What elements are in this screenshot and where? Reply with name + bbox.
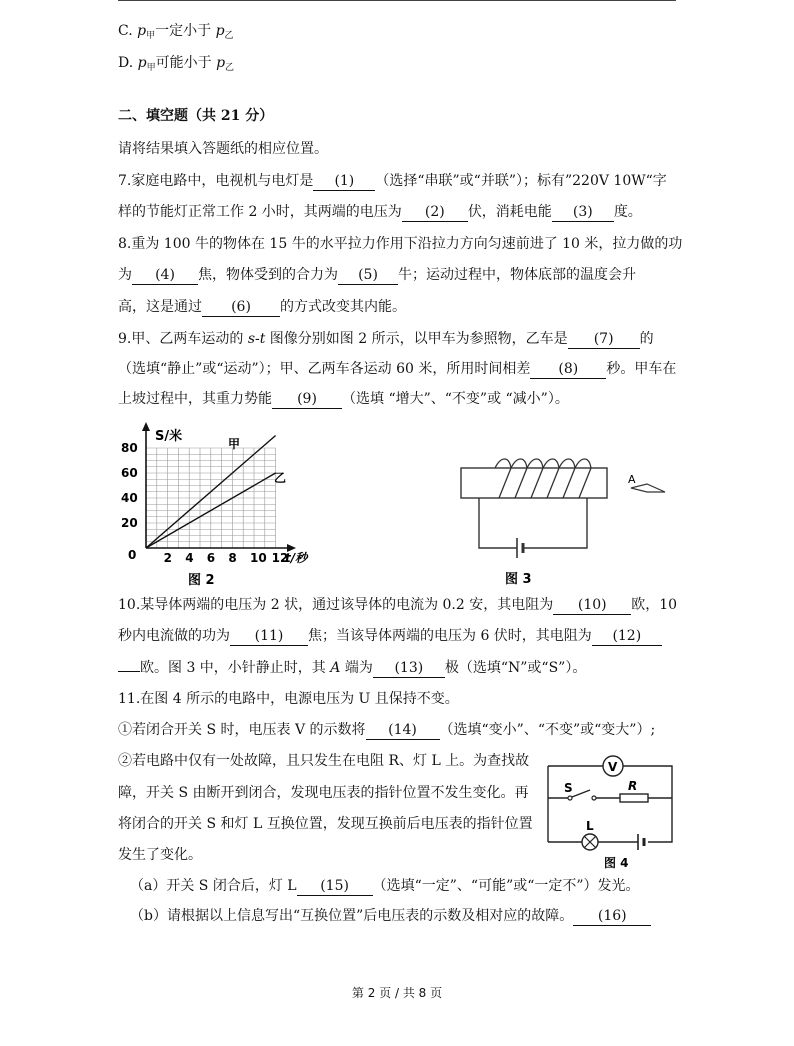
q11-line1: 11.在图 4 所示的电路中，电源电压为 U 且保持不变。 bbox=[118, 691, 459, 707]
q10-line1: 10.某导体两端的电压为 2 状，通过该导体的电流为 0.2 安，其电阻为 (10) 欧，10 bbox=[118, 597, 678, 613]
blank-16[interactable]: (16) bbox=[573, 907, 651, 926]
q8-line2: 为 (4) 焦，物体受到的合力为 (5) 牛；运动过程中，物体底部的温度会升 bbox=[118, 267, 636, 283]
figure-3-solenoid bbox=[455, 450, 680, 590]
blank-12[interactable]: (12) bbox=[592, 627, 662, 646]
blank-11[interactable]: (11) bbox=[230, 627, 308, 646]
q11-sub2-line1: ②若电路中仅有一处故障，且只发生在电阻 R、灯 L 上。为查找故 bbox=[118, 753, 530, 769]
x-tick-label: 2 bbox=[163, 551, 172, 565]
chart-grid bbox=[146, 448, 276, 548]
q7-line1: 7.家庭电路中，电视机与电灯是 (1) （选择“串联”或“并联”）；标有”220V 10W“字 bbox=[118, 173, 667, 189]
blank-10[interactable]: (10) bbox=[553, 596, 631, 615]
x-tick-label: 12 bbox=[271, 551, 289, 565]
top-rule bbox=[118, 0, 676, 1]
blank-6[interactable]: (6) bbox=[202, 298, 280, 317]
q11-part-b: （b）请根据以上信息写出“互换位置”后电压表的示数及相对应的故障。 (16) bbox=[130, 907, 651, 926]
wire-right bbox=[523, 498, 587, 548]
resistor-label: R bbox=[628, 779, 638, 793]
section-instruction: 请将结果填入答题纸的相应位置。 bbox=[118, 141, 328, 157]
switch-contact-right bbox=[592, 796, 596, 800]
q7-line2: 样的节能灯正常工作 2 小时，其两端的电压为 (2) 伏，消耗电能 (3) 度。 bbox=[118, 204, 642, 220]
voltmeter-label: V bbox=[608, 760, 618, 774]
q9-line1: 9.甲、乙两车运动的 s-t 图像分别如图 2 所示，以甲车为参照物，乙车是 (7) 的 bbox=[118, 331, 654, 347]
x-axis-label: t/秒 bbox=[285, 551, 308, 565]
blank-2[interactable]: (2) bbox=[402, 203, 468, 222]
q11-sub2-line3: 将闭合的开关 S 和灯 L 互换位置，发现互换前后电压表的指针位置 bbox=[118, 816, 533, 832]
option-d: D. $p_甲$可能小于 $p_乙$ bbox=[118, 55, 235, 73]
x-tick-label: 6 bbox=[206, 551, 216, 565]
figure-2-caption: 图 2 bbox=[188, 573, 215, 588]
line-label-jia: 甲 bbox=[228, 437, 241, 451]
q11-sub2-line4: 发生了变化。 bbox=[118, 847, 202, 863]
blank-9[interactable]: (9) bbox=[272, 390, 342, 409]
figure-2-st-chart bbox=[118, 418, 328, 588]
blank-7[interactable]: (7) bbox=[568, 330, 640, 349]
y-axis-label: S/米 bbox=[155, 429, 183, 444]
compass-needle bbox=[631, 484, 665, 492]
blank-8[interactable]: (8) bbox=[530, 360, 606, 379]
x-tick-label: 8 bbox=[228, 551, 237, 565]
switch-lever bbox=[572, 790, 590, 797]
blank-14[interactable]: (14) bbox=[366, 721, 440, 740]
wire-right bbox=[623, 766, 672, 842]
needle-label-a: A bbox=[628, 473, 636, 486]
q8-line3: 高，这是通过 (6) 的方式改变其内能。 bbox=[118, 299, 406, 315]
q8-line1: 8.重为 100 牛的物体在 15 牛的水平拉力作用下沿拉力方向匀速前进了 10 米，拉力做的功 bbox=[118, 236, 683, 252]
q9-line3: 上坡过程中，其重力势能 (9) （选填 “增大”、“不变”或 “减小”）。 bbox=[118, 391, 569, 407]
origin-label: 0 bbox=[128, 548, 137, 562]
q9-line2: （选填“静止”或“运动”）；甲、乙两车各运动 60 米，所用时间相差 (8) 秒。甲车在 bbox=[118, 361, 677, 377]
page-footer: 第 2 页 / 共 8 页 bbox=[351, 986, 443, 1000]
y-tick-label: 60 bbox=[121, 466, 138, 480]
solenoid-coils bbox=[495, 459, 591, 498]
figure-3-caption: 图 3 bbox=[505, 572, 532, 587]
figure-4-caption: 图 4 bbox=[604, 856, 629, 870]
y-tick-label: 40 bbox=[121, 491, 138, 505]
q10-line2: 秒内电流做的功为 (11) 焦；当该导体两端的电压为 6 伏时，其电阻为 (12) bbox=[118, 627, 662, 646]
resistor bbox=[620, 794, 648, 802]
switch-contact-left bbox=[568, 796, 572, 800]
q11-sub2-line2: 障，开关 S 由断开到闭合，发现电压表的指针位置不发生变化。再 bbox=[118, 785, 529, 801]
wire-left bbox=[479, 498, 517, 548]
x-tick-label: 4 bbox=[185, 551, 194, 565]
blank-1[interactable]: (1) bbox=[313, 172, 375, 191]
blank-3[interactable]: (3) bbox=[552, 203, 614, 222]
section-title: 二、填空题（共 21 分） bbox=[118, 108, 274, 124]
q10-line3: 欧。图 3 中，小针静止时，其 A 端为 (13) 极（选填“N”或“S”）。 bbox=[118, 659, 586, 678]
lamp-label: L bbox=[586, 819, 594, 833]
y-tick-label: 20 bbox=[121, 516, 138, 530]
y-axis-arrow bbox=[142, 422, 150, 431]
option-c: C. $p_甲$一定小于 $p_乙$ bbox=[118, 23, 234, 41]
q11-sub1: ①若闭合开关 S 时，电压表 V 的示数将 (14) （选填“变小”、“不变”或“变大”）; bbox=[118, 722, 656, 738]
blank-4[interactable]: (4) bbox=[132, 266, 198, 285]
q11-part-a: （a）开关 S 闭合后，灯 L (15) （选填“一定”、“可能”或“一定不”）发光。 bbox=[130, 878, 640, 894]
switch-label: S bbox=[564, 781, 573, 795]
x-tick-label: 10 bbox=[250, 551, 267, 565]
blank-5[interactable]: (5) bbox=[338, 266, 398, 285]
blank-15[interactable]: (15) bbox=[297, 877, 373, 896]
figure-4-circuit bbox=[540, 752, 680, 872]
line-label-yi: 乙 bbox=[274, 471, 287, 485]
y-tick-label: 80 bbox=[121, 441, 138, 455]
blank-13[interactable]: (13) bbox=[373, 659, 445, 678]
blank-12-cont bbox=[118, 671, 140, 672]
